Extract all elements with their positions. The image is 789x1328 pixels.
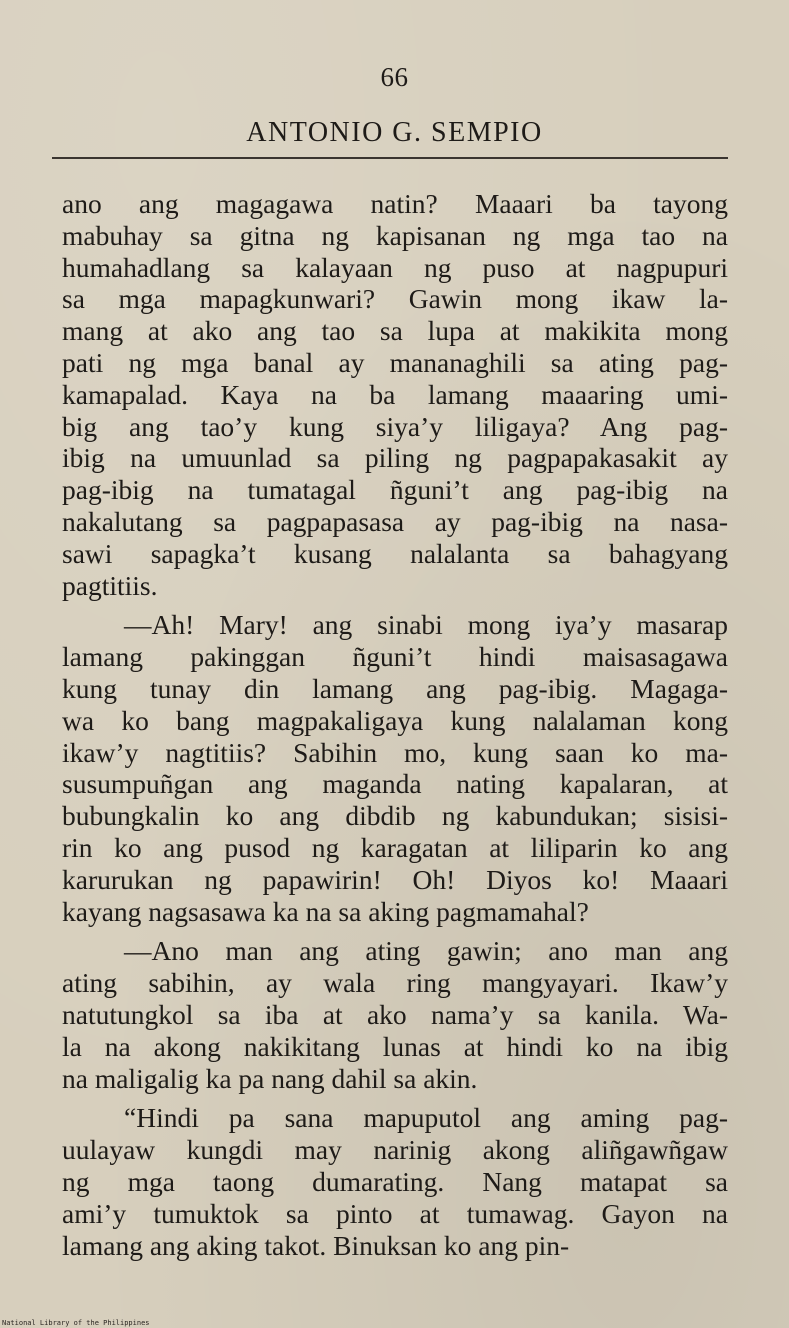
text-line: —Ah! Mary! ang sinabi mong iya’y masarap [124, 609, 728, 641]
text-line: ating sabihin, ay wala ring mangyayari. Ikaw’y [62, 967, 728, 999]
text-line: ano ang magagawa natin? Maaari ba tayong [62, 188, 728, 219]
paragraph [62, 188, 728, 601]
text-line: “Hindi pa sana mapuputol ang aming pag- [124, 1102, 728, 1134]
text-line: big ang tao’y kung siya’y liligaya? Ang pag- [62, 410, 728, 442]
text-line: natutungkol sa iba at ako nama’y sa kanila. Wa- [62, 998, 728, 1030]
header-rule [52, 157, 728, 159]
text-line: kayang nagsasawa ka na sa aking pagmamahal? [62, 895, 589, 927]
text-line: humahadlang sa kalayaan ng puso at nagpupuri [62, 251, 728, 283]
text-line: mang at ako ang tao sa lupa at makikita mong [62, 315, 728, 347]
text-line: wa ko bang magpakaligaya kung nalalaman kong [62, 704, 728, 736]
text-line: —Ano man ang ating gawin; ano man ang [124, 935, 728, 967]
page-number: 66 [380, 62, 409, 92]
text-line: la na akong nakikitang lunas at hindi ko na ibig [62, 1030, 728, 1062]
text-line: nakalutang sa pagpapasasa ay pag-ibig na nasa- [62, 505, 728, 537]
text-line: ng mga taong dumarating. Nang matapat sa [62, 1165, 728, 1197]
text-line: karurukan ng papawirin! Oh! Diyos ko! Maaari [62, 863, 728, 895]
text-line: na maligalig ka pa nang dahil sa akin. [62, 1062, 478, 1094]
paragraph [62, 609, 728, 927]
paragraph [62, 1102, 728, 1261]
text-line: lamang ang aking takot. Binuksan ko ang pin- [62, 1229, 570, 1261]
text-line: rin ko ang pusod ng karagatan at liliparin ko ang [62, 831, 728, 863]
running-head-author: ANTONIO G. SEMPIO [246, 117, 543, 148]
text-line: pati ng mga banal ay mananaghili sa ating pag- [62, 346, 728, 378]
body-text [62, 188, 728, 1261]
text-line: pagtitiis. [62, 569, 158, 601]
text-line: uulayaw kungdi may narinig akong aliñgawñgaw [62, 1134, 728, 1166]
text-line: susumpuñgan ang maganda nating kapalaran, at [62, 768, 728, 800]
text-line: sa mga mapagkunwari? Gawin mong ikaw la- [62, 283, 728, 315]
text-line: ibig na umuunlad sa piling ng pagpapakasakit ay [62, 442, 728, 474]
text-line: ami’y tumuktok sa pinto at tumawag. Gayon na [62, 1197, 728, 1229]
text-line: lamang pakinggan ñguni’t hindi maisasagawa [62, 641, 728, 673]
text-line: kung tunay din lamang ang pag-ibig. Magaga- [62, 672, 728, 704]
text-line: sawi sapagka’t kusang nalalanta sa bahagyang [62, 537, 728, 569]
library-credit: National Library of the Philippines [2, 1319, 150, 1327]
text-line: kamapalad. Kaya na ba lamang maaaring umi- [62, 378, 728, 410]
text-line: pag-ibig na tumatagal ñguni’t ang pag-ibig na [62, 474, 728, 506]
text-line: ikaw’y nagtitiis? Sabihin mo, kung saan ko ma- [62, 736, 728, 768]
text-line: bubungkalin ko ang dibdib ng kabundukan; sisisi- [62, 800, 728, 832]
paragraph [62, 935, 728, 1094]
text-line: mabuhay sa gitna ng kapisanan ng mga tao na [62, 219, 728, 251]
